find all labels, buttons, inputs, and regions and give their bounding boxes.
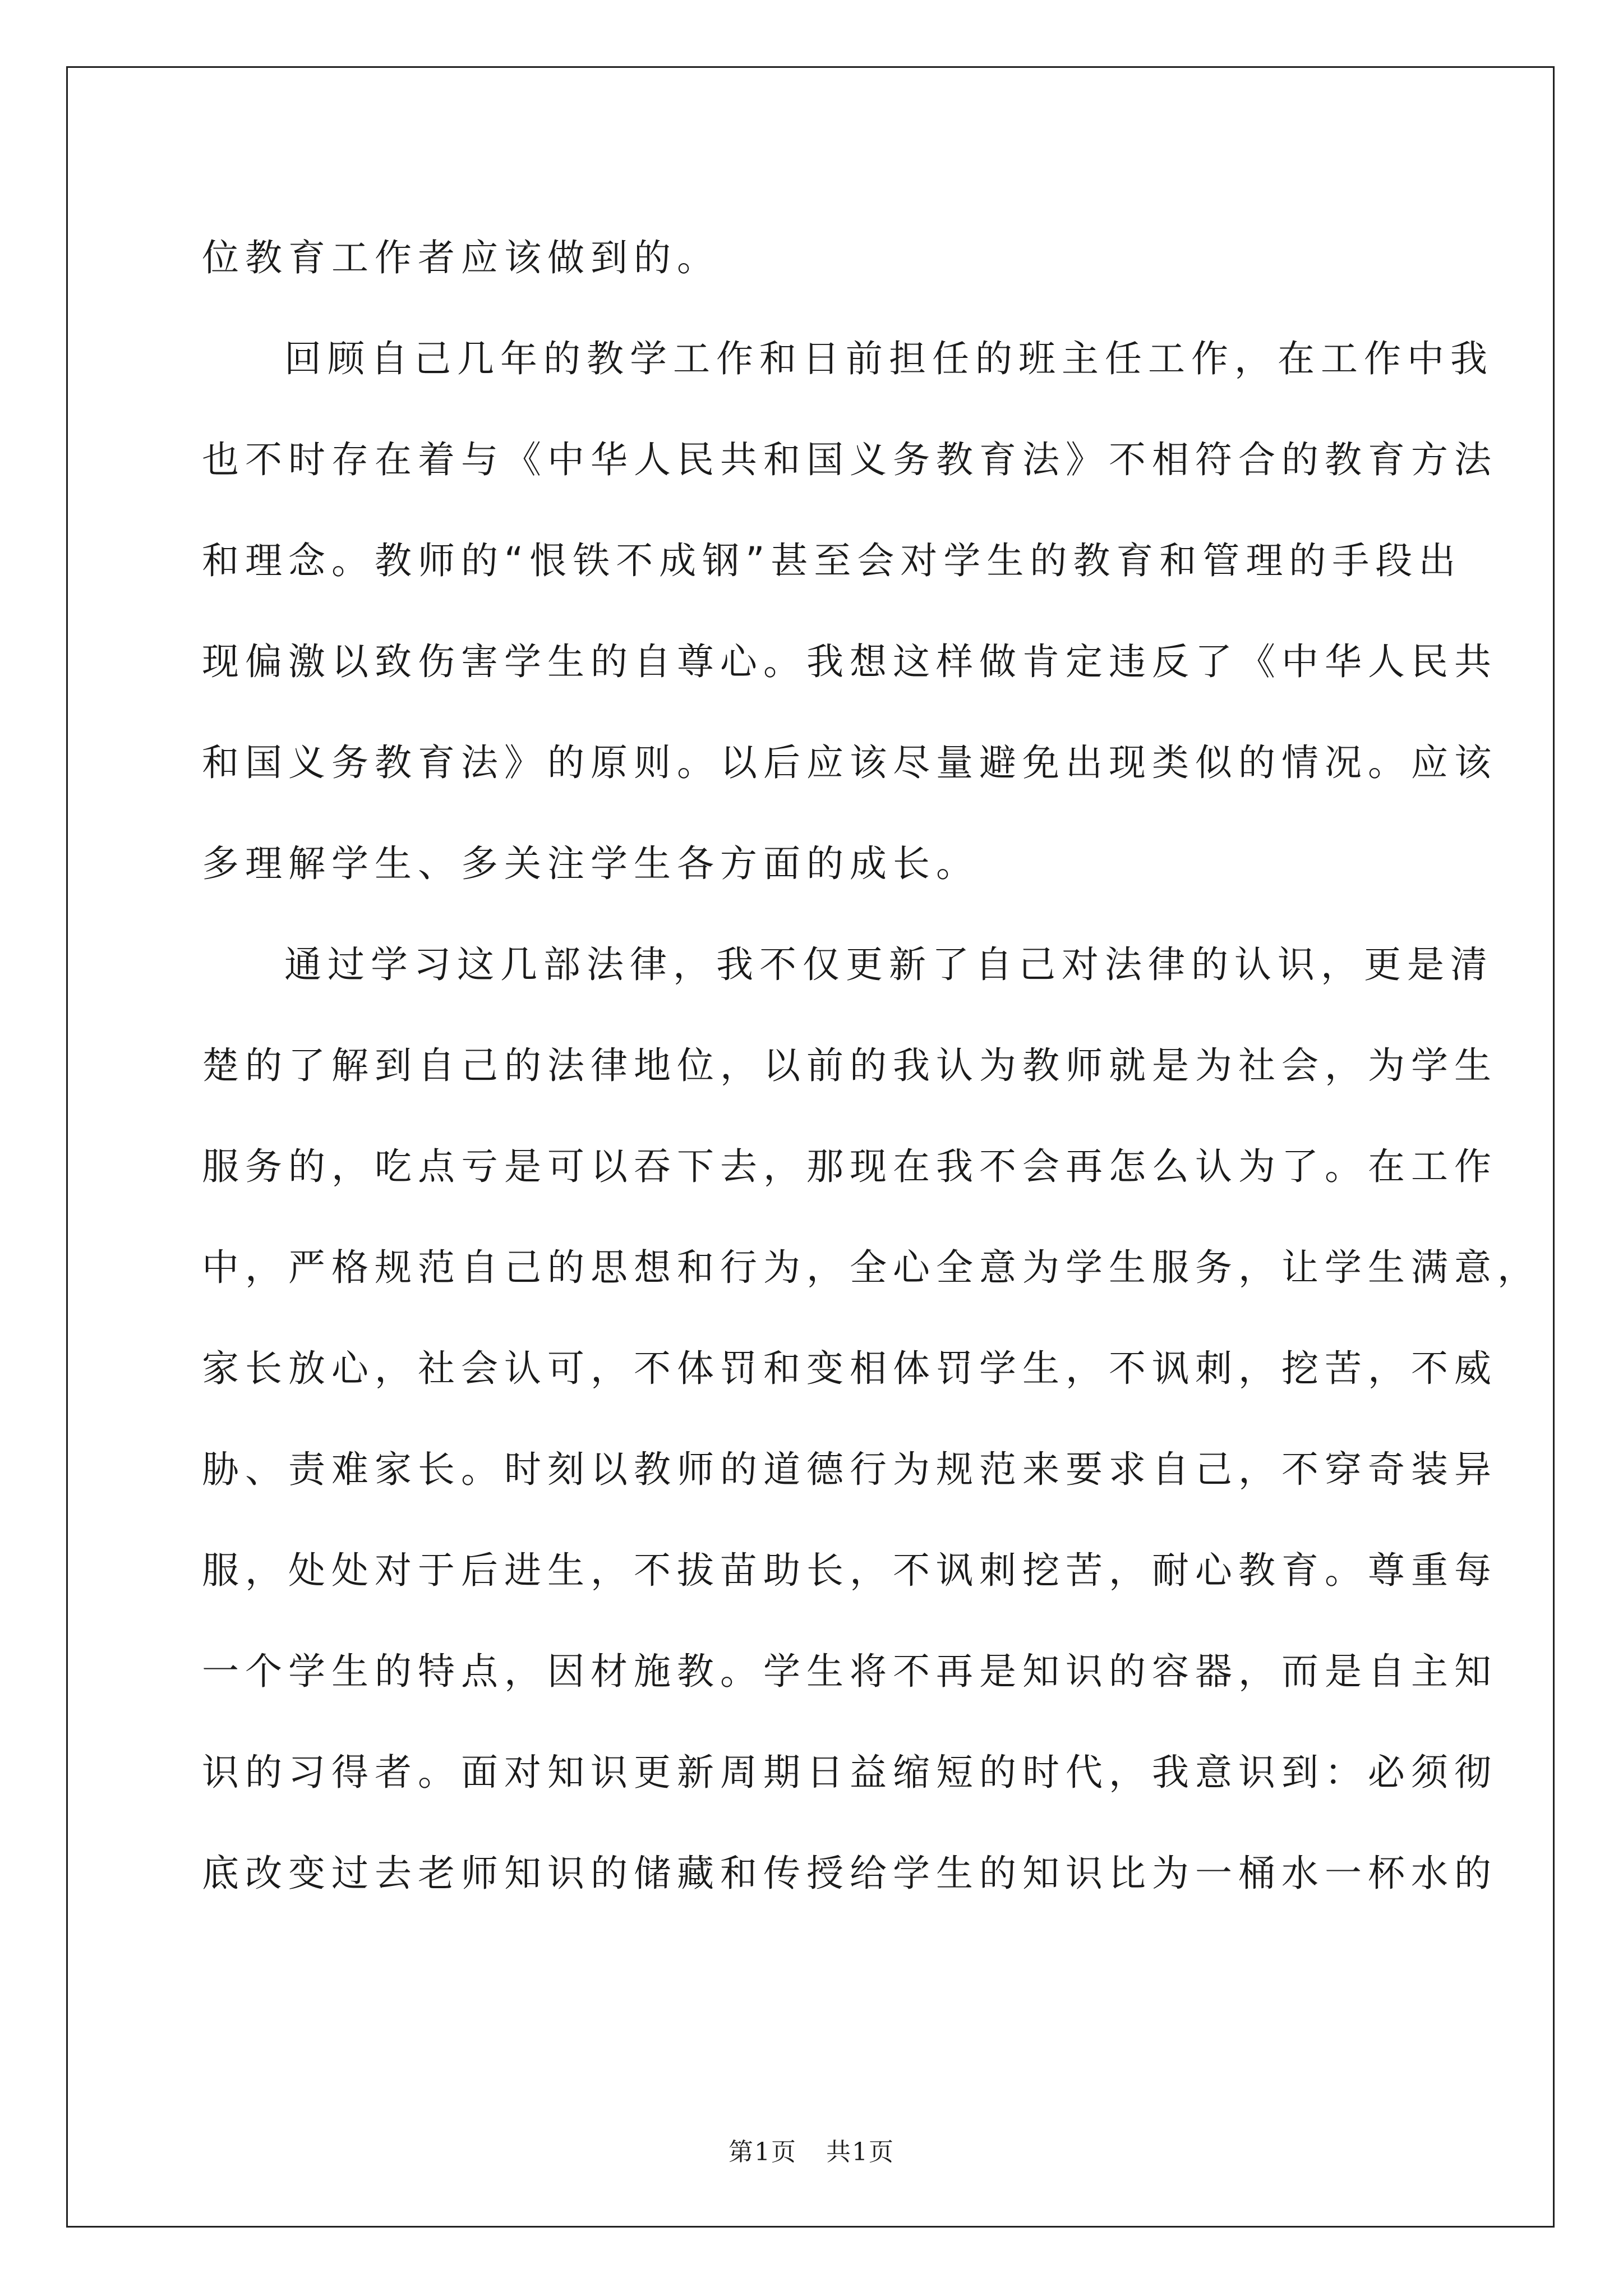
- text-line: 服务的，吃点亏是可以吞下去，那现在我不会再怎么认为了。在工作: [202, 1145, 1497, 1188]
- text-line: 楚的了解到自己的法律地位，以前的我认为教师就是为社会，为学生: [202, 1044, 1497, 1087]
- paragraph-first-line: 通过学习这几部法律，我不仅更新了自己对法律的认识，更是清: [284, 943, 1493, 986]
- text-line: 也不时存在着与《中华人民共和国义务教育法》不相符合的教育方法: [202, 438, 1497, 481]
- text-line: 位教育工作者应该做到的。: [202, 236, 720, 279]
- page-total: 共1页: [826, 2138, 895, 2166]
- text-line: 家长放心，社会认可，不体罚和变相体罚学生，不讽刺，挖苦，不威: [202, 1347, 1497, 1390]
- page-footer: [0, 2132, 1623, 2168]
- text-line: 服，处处对于后进生，不拔苗助长，不讽刺挖苦，耐心教育。尊重每: [202, 1549, 1497, 1592]
- text-line: 现偏激以致伤害学生的自尊心。我想这样做肯定违反了《中华人民共: [202, 640, 1497, 683]
- text-line: 中，严格规范自己的思想和行为，全心全意为学生服务，让学生满意，: [202, 1246, 1541, 1289]
- document-body: [202, 208, 1541, 1924]
- text-line: 胁、责难家长。时刻以教师的道德行为规范来要求自己，不穿奇装异: [202, 1448, 1497, 1491]
- text-line: 识的习得者。面对知识更新周期日益缩短的时代，我意识到：必须彻: [202, 1751, 1497, 1794]
- text-line: 一个学生的特点，因材施教。学生将不再是知识的容器，而是自主知: [202, 1650, 1497, 1693]
- page-number: 第1页: [728, 2138, 797, 2166]
- text-line: 多理解学生、多关注学生各方面的成长。: [202, 842, 979, 885]
- paragraph-first-line: 回顾自己几年的教学工作和日前担任的班主任工作，在工作中我: [284, 337, 1493, 380]
- text-line: 和国义务教育法》的原则。以后应该尽量避免出现类似的情况。应该: [202, 741, 1497, 784]
- text-line: 底改变过去老师知识的储藏和传授给学生的知识比为一桶水一杯水的: [202, 1852, 1497, 1895]
- text-line: 和理念。教师的“恨铁不成钢”甚至会对学生的教育和管理的手段出: [202, 539, 1462, 582]
